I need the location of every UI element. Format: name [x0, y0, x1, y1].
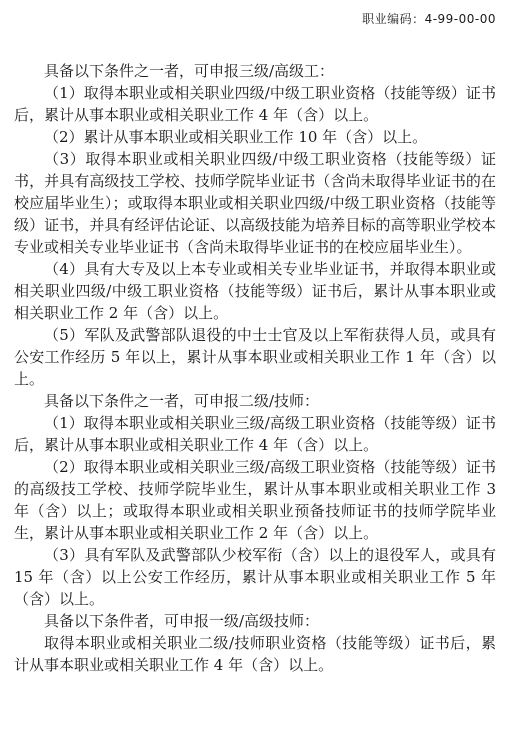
document-body: [14, 60, 496, 676]
condition-level3-item-3: （3）取得本职业或相关职业四级/中级工职业资格（技能等级）证书，并具有高级技工学校、技师学院毕业证书（含尚未取得毕业证书的在校应届毕业生）；或取得本职业或相关职业四级/中级工职业资格（技能等级）证书，并具有经评估论证、以高级技能为培养目标的高等职业学校本专业或相关专业毕业证书（含尚未取得毕业证书的在校应届毕业生）。: [14, 150, 496, 256]
section-heading-level2: 具备以下条件之一者，可申报二级/技师：: [44, 392, 320, 410]
section-heading-level1: 具备以下条件者，可申报一级/高级技师：: [44, 612, 320, 630]
section-heading-level3: 具备以下条件之一者，可申报三级/高级工：: [44, 62, 335, 80]
condition-level2-item-2: （2）取得本职业或相关职业三级/高级工职业资格（技能等级）证书的高级技工学校、技师学院毕业生，累计从事本职业或相关职业工作 3 年（含）以上；或取得本职业或相关职业预备技师证书的技师学院毕业生，累计从事本职业或相关职业工作 2 年（含）以上。: [14, 458, 496, 542]
condition-level2-item-3: （3）具有军队及武警部队少校军衔（含）以上的退役军人，或具有 15 年（含）以上公安工作经历，累计从事本职业或相关职业工作 5 年（含）以上。: [14, 546, 496, 608]
condition-level3-item-4: （4）具有大专及以上本专业或相关专业毕业证书，并取得本职业或相关职业四级/中级工职业资格（技能等级）证书后，累计从事本职业或相关职业工作 2 年（含）以上。: [14, 260, 496, 322]
condition-level2-item-1: （1）取得本职业或相关职业三级/高级工职业资格（技能等级）证书后，累计从事本职业或相关职业工作 4 年（含）以上。: [14, 414, 496, 454]
condition-level3-item-5: （5）军队及武警部队退役的中士士官及以上军衔获得人员，或具有公安工作经历 5 年以上，累计从事本职业或相关职业工作 1 年（含）以上。: [14, 326, 496, 388]
condition-level3-item-1: （1）取得本职业或相关职业四级/中级工职业资格（技能等级）证书后，累计从事本职业或相关职业工作 4 年（含）以上。: [14, 84, 496, 124]
condition-level3-item-2: （2）累计从事本职业或相关职业工作 10 年（含）以上。: [44, 128, 428, 146]
condition-level1-item: 取得本职业或相关职业二级/技师职业资格（技能等级）证书后，累计从事本职业或相关职业工作 4 年（含）以上。: [14, 634, 496, 674]
occupation-code: 职业编码：4-99-00-00: [362, 12, 496, 26]
